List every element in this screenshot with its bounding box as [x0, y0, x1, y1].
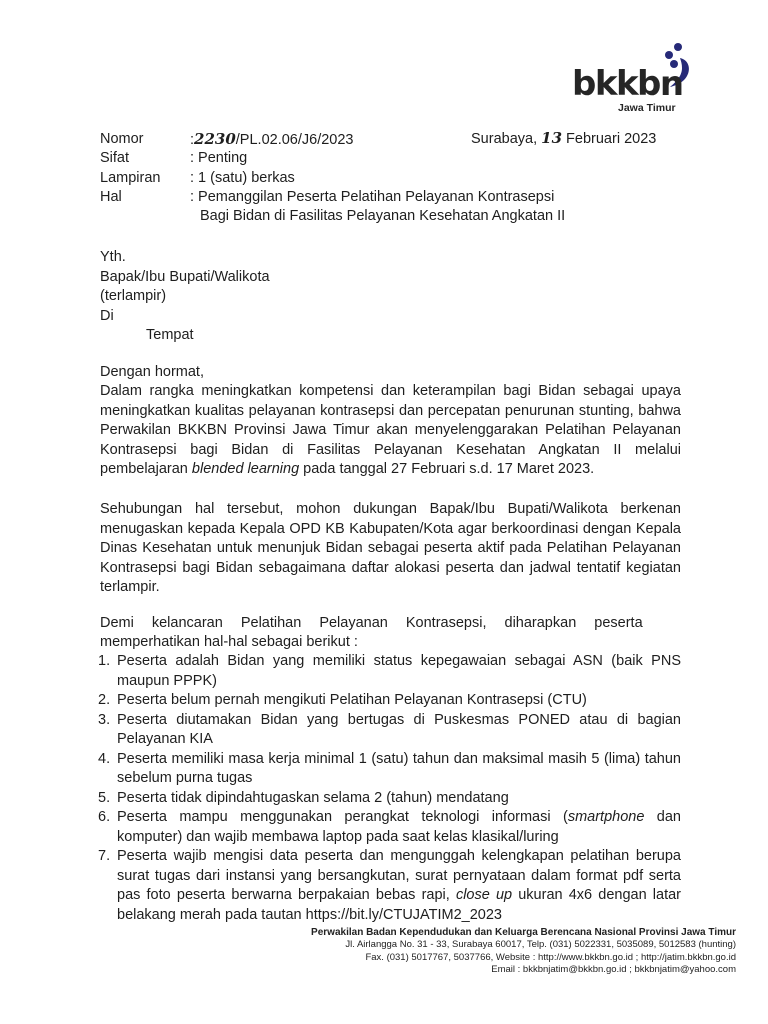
nomor-label: Nomor	[100, 131, 144, 147]
requirements-list	[98, 652, 681, 925]
paragraph-3-line1: Demi kelancaran Pelatihan Pelayanan Kontrasepsi, diharapkan peserta	[100, 615, 643, 631]
list-item: 1. Peserta adalah Bidan yang memiliki status kepegawaian sebagai ASN (baik PNS maupun PPPK)	[98, 653, 681, 689]
list-item: 5. Peserta tidak dipindahtugaskan selama 2 (tahun) mendatang	[98, 789, 509, 806]
hal-label: Hal	[100, 189, 122, 205]
lampiran-value: : 1 (satu) berkas	[190, 170, 295, 186]
footer-org: Perwakilan Badan Kependudukan dan Keluarga Berencana Nasional Provinsi Jawa Timur	[311, 927, 736, 938]
recipient-di: Di	[100, 307, 114, 324]
letterhead-footer	[311, 927, 736, 977]
footer-fax: Fax. (031) 5017767, 5037766, Website : http://www.bkkbn.go.id ; http://jatim.bkkbn.go.id	[365, 951, 736, 963]
footer-email: Email : bkkbnjatim@bkkbn.go.id ; bkkbnjatim@yahoo.com	[491, 964, 736, 976]
date-handwritten: 13	[541, 129, 563, 147]
nomor-value: :2230/PL.02.06/J6/2023	[190, 130, 354, 148]
list-item: 6. Peserta mampu menggunakan perangkat teknologi informasi (smartphone dan komputer) dan wajib membawa laptop pada saat kelas klasikal/luring	[98, 809, 681, 845]
paragraph-1: Dalam rangka meningkatkan kompetensi dan keterampilan bagi Bidan sebagai upaya meningkatkan kualitas pelayanan kontrasepsi dan percepatan penurunan stunting, bahwa Perwakilan BKKBN Provinsi Jawa Timur akan menyelenggarakan Pelatihan Pelayanan Kontrasepsi bagi Bidan di Fasilitas Pelayanan Kesehatan Angkatan II melalui pembelajaran blended learning pada tanggal 27 Februari s.d. 17 Maret 2023.	[100, 383, 681, 477]
bkkbn-logo	[570, 42, 688, 120]
recipient-yth: Yth.	[100, 249, 126, 265]
list-item: 7. Peserta wajib mengisi data peserta dan mengunggah kelengkapan pelatihan berupa surat tugas dari instansi yang bersangkutan, surat pernyataan dalam format pdf serta pas foto peserta berwarna berpakaian bebas rapi, close up ukuran 4x6 dengan latar belakang merah pada tautan https://bit.ly/CTUJATIM2_2023	[98, 848, 682, 923]
logo-subtitle: Jawa Timur	[618, 102, 676, 114]
sifat-label: Sifat	[100, 150, 130, 166]
paragraph-2: Sehubungan hal tersebut, mohon dukungan Bapak/Ibu Bupati/Walikota berkenan menugaskan kepada Kepala OPD KB Kabupaten/Kota agar berkoordinasi dengan Kepala Dinas Kesehatan untuk menunjuk Bidan sebagai peserta aktif pada Pelatihan Pelayanan Kontrasepsi bagi Bidan sebagaimana daftar alokasi peserta dan jadwal tentatif kegiatan terlampir.	[100, 501, 681, 595]
recipient-attached: (terlampir)	[100, 288, 167, 304]
sifat-value: : Penting	[190, 150, 248, 166]
lampiran-label: Lampiran	[100, 170, 161, 186]
logo-wordmark: bkkbn	[572, 64, 683, 104]
hal-value-line1: : Pemanggilan Peserta Pelatihan Pelayanan Kontrasepsi	[190, 189, 555, 205]
list-item: 2. Peserta belum pernah mengikuti Pelatihan Pelayanan Kontrasepsi (CTU)	[98, 692, 587, 708]
paragraph-3-line2: memperhatikan hal-hal sebagai berikut :	[100, 634, 358, 650]
letter-date: Surabaya, 13 Februari 2023	[471, 129, 657, 147]
list-item: 3. Peserta diutamakan Bidan yang bertugas di Puskesmas PONED atau di bagian Pelayanan KIA	[98, 711, 681, 747]
nomor-handwritten: 2230	[194, 130, 236, 148]
recipient-place: Tempat	[146, 327, 194, 343]
list-item: 4. Peserta memiliki masa kerja minimal 1 (satu) tahun dan maksimal masih 5 (lima) tahun sebelum purna tugas	[98, 750, 681, 786]
hal-value-line2: Bagi Bidan di Fasilitas Pelayanan Kesehatan Angkatan II	[200, 208, 566, 224]
footer-address: Jl. Airlangga No. 31 - 33, Surabaya 60017, Telp. (031) 5022331, 5035089, 5012583 (hunting)	[345, 939, 736, 951]
recipient-block	[100, 248, 270, 346]
recipient-name: Bapak/Ibu Bupati/Walikota	[100, 268, 270, 285]
greeting: Dengan hormat,	[100, 364, 204, 380]
